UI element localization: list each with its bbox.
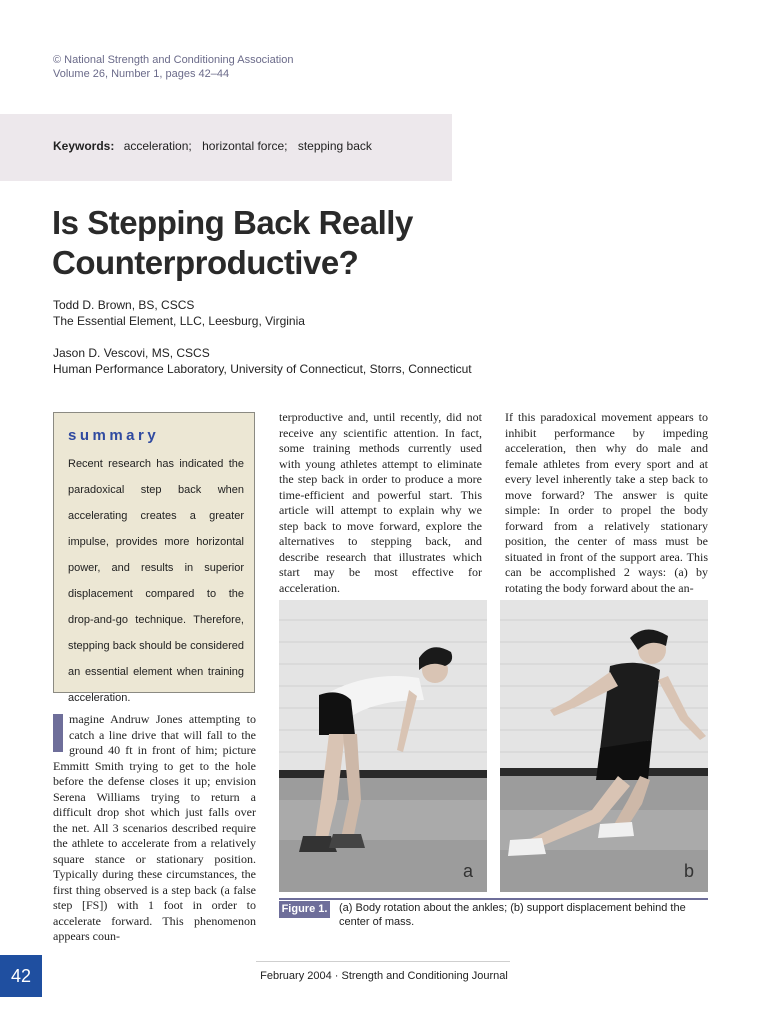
author-name: Todd D. Brown, BS, CSCS: [53, 298, 195, 312]
body-column-3: [505, 410, 708, 596]
caption-rule: [279, 898, 708, 900]
body-column-2: [279, 410, 482, 596]
figure-tag: Figure 1.: [279, 901, 330, 918]
body-text: magine Andruw Jones attempting to catch a line drive that will fall to the ground 40 ft in front of him; picture Emmitt Smith trying to get to the hole before the defense closes it up; envision Serena Williams trying to return a difficult drop shot which just falls over the net. All 3 scenarios described require the athlete to accelerate from a relatively square stance or stationary position. Typically during these circumstances, the first thing observed is a step back (a false step [FS]) with 1 foot in order to accelerate forward. This phenomenon appears coun-: [53, 712, 256, 943]
body-column-1: [53, 712, 256, 945]
volume-line: Volume 26, Number 1, pages 42–44: [53, 68, 230, 80]
keyword-item: horizontal force;: [202, 139, 288, 153]
footer-text: February 2004 · Strength and Conditioning Journal: [260, 970, 508, 982]
keyword-item: acceleration;: [123, 139, 192, 153]
athlete-photo-b: [500, 600, 708, 892]
figure-panel-b: [500, 600, 708, 892]
article-title: Is Stepping Back Really Counterproductive?: [52, 204, 413, 281]
copyright-line: © National Strength and Conditioning Association: [53, 54, 294, 66]
summary-title: summary: [68, 427, 160, 444]
keyword-item: stepping back: [297, 139, 372, 153]
author-affiliation: The Essential Element, LLC, Leesburg, Virginia: [53, 314, 305, 328]
author-affiliation: Human Performance Laboratory, University of Connecticut, Storrs, Connecticut: [53, 362, 472, 376]
drop-cap-mark: [53, 714, 63, 752]
body-text: terproductive and, until recently, did not receive any scientific attention. In fact, some training methods currently used with young athletes attempt to eliminate the step back in order to produce a more time-efficient and powerful start. This article will attempt to explain why we step back to move forward, explore the alternatives to stepping back, and describe research that illustrates which start may be most effective for acceleration.: [279, 410, 482, 595]
keywords: [53, 139, 379, 153]
panel-label: a: [462, 861, 473, 881]
page-number: 42: [0, 955, 42, 997]
figure-panel-a: [279, 600, 487, 892]
author-block: [53, 297, 305, 329]
panel-label: b: [683, 861, 694, 881]
author-name: Jason D. Vescovi, MS, CSCS: [53, 346, 210, 360]
figure-caption: (a) Body rotation about the ankles; (b) support displacement behind the center of mass.: [339, 902, 686, 928]
athlete-photo-a: [279, 600, 487, 892]
footer-rule: [256, 961, 510, 962]
author-block: [53, 345, 472, 377]
body-text: If this paradoxical movement appears to inhibit performance by impeding acceleration, then why do male and female athletes from every sport and at every level inherently take a step back to move forward? The answer is quite simple: In order to propel the body forward from a relatively stationary position, the center of mass must be situated in front of the support area. This can be accomplished 2 ways: (a) by rotating the body forward about the an-: [505, 410, 708, 595]
summary-box: [53, 412, 255, 704]
journal-meta: [53, 53, 293, 81]
summary-body: Recent research has indicated the paradoxical step back when accelerating creates a greater impulse, provides more horizontal power, and results in superior displacement compared to the drop-and-go technique. Therefore, stepping back should be considered an essential element when training acceleration.: [68, 458, 244, 704]
keywords-label: Keywords:: [53, 139, 115, 153]
